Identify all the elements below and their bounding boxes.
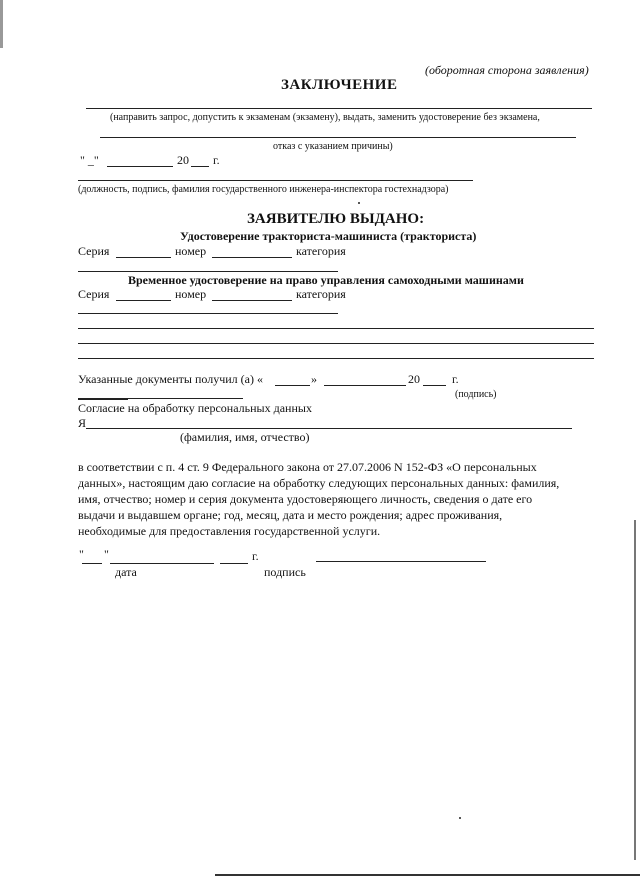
cert1-series-label: Серия <box>78 244 110 258</box>
conclusion-date-suffix: г. <box>213 153 220 167</box>
consent-paragraph-line-4: выдачи и выдавшем органе; год, месяц, дата и место рождения; адрес проживания, <box>78 508 503 522</box>
consent-fio-caption: (фамилия, имя, отчество) <box>180 430 310 444</box>
conclusion-caption-1: (направить запрос, допустить к экзаменам (экзамену), выдать, заменить удостоверение без экзамена, <box>110 112 540 123</box>
footer-year-line <box>220 563 248 564</box>
issued-heading: ЗАЯВИТЕЛЮ ВЫДАНО: <box>247 211 425 227</box>
consent-fio-line <box>86 428 572 429</box>
cert1-category-label: категория <box>296 244 346 258</box>
scan-edge-right <box>634 520 636 860</box>
blank-line-2 <box>78 343 594 344</box>
received-signature-line <box>78 398 243 399</box>
reverse-side-note: (оборотная сторона заявления) <box>425 63 589 77</box>
cert2-category-label: категория <box>296 287 346 301</box>
cert2-number-label: номер <box>175 287 207 301</box>
received-year-suffix: г. <box>452 372 459 386</box>
footer-date-caption: дата <box>115 565 137 579</box>
consent-paragraph-line-5: необходимые для предоставления государственной услуги. <box>78 524 381 538</box>
footer-signature-caption: подпись <box>264 565 306 579</box>
footer-quote-close: " <box>104 547 109 561</box>
conclusion-date-year: 20 <box>177 153 189 167</box>
received-year-field <box>423 385 446 386</box>
received-text: Указанные документы получил (а) « <box>78 372 263 386</box>
conclusion-date-quotes: " _" <box>80 153 99 167</box>
consent-paragraph-line-1: в соответствии с п. 4 ст. 9 Федерального закона от 27.07.2006 N 152-ФЗ «О персональных <box>78 460 537 474</box>
inspector-signature-caption: (должность, подпись, фамилия государственного инженера-инспектора гостехнадзора) <box>78 184 449 195</box>
blank-line-3 <box>78 358 594 359</box>
received-signature-caption: (подпись) <box>455 389 497 400</box>
cert2-extra-line <box>78 313 338 314</box>
footer-quote-open: " <box>79 547 84 561</box>
footer-month-line <box>110 563 214 564</box>
received-day-field <box>275 385 310 386</box>
conclusion-line-2 <box>100 137 576 138</box>
blank-line-1 <box>78 328 594 329</box>
received-year-prefix: 20 <box>408 372 420 386</box>
footer-year-suffix: г. <box>252 549 259 563</box>
cert2-series-label: Серия <box>78 287 110 301</box>
received-signature-line-short <box>78 399 128 400</box>
stray-mark <box>459 817 461 819</box>
stray-dot <box>358 202 360 204</box>
cert1-extra-line <box>78 271 338 272</box>
consent-i-label: Я <box>78 416 87 430</box>
cert1-number-field <box>212 257 292 258</box>
cert1-title: Удостоверение тракториста-машиниста (тракториста) <box>180 229 477 243</box>
conclusion-year-line <box>191 166 209 167</box>
cert2-number-field <box>212 300 292 301</box>
received-month-field <box>324 385 406 386</box>
page-title: ЗАКЛЮЧЕНИЕ <box>281 77 398 93</box>
conclusion-caption-2: отказ с указанием причины) <box>273 141 393 152</box>
footer-day-line <box>82 563 102 564</box>
consent-heading: Согласие на обработку персональных данных <box>78 401 312 415</box>
consent-paragraph <box>78 459 598 539</box>
conclusion-line-1 <box>86 108 592 109</box>
footer-signature-line <box>316 561 486 562</box>
scan-edge-bottom <box>215 874 640 876</box>
scan-edge-left <box>0 0 3 48</box>
conclusion-date-line <box>107 166 173 167</box>
cert2-title: Временное удостоверение на право управления самоходными машинами <box>128 273 524 287</box>
cert2-series-field <box>116 300 171 301</box>
consent-paragraph-line-2: данных», настоящим даю согласие на обработку следующих персональных данных: фамилия, <box>78 476 560 490</box>
cert1-number-label: номер <box>175 244 207 258</box>
consent-paragraph-line-3: имя, отчество; номер и серия документа удостоверяющего личность, сведения о дате его <box>78 492 533 506</box>
cert1-series-field <box>116 257 171 258</box>
inspector-signature-line <box>78 180 473 181</box>
received-quote-close: » <box>311 372 317 386</box>
